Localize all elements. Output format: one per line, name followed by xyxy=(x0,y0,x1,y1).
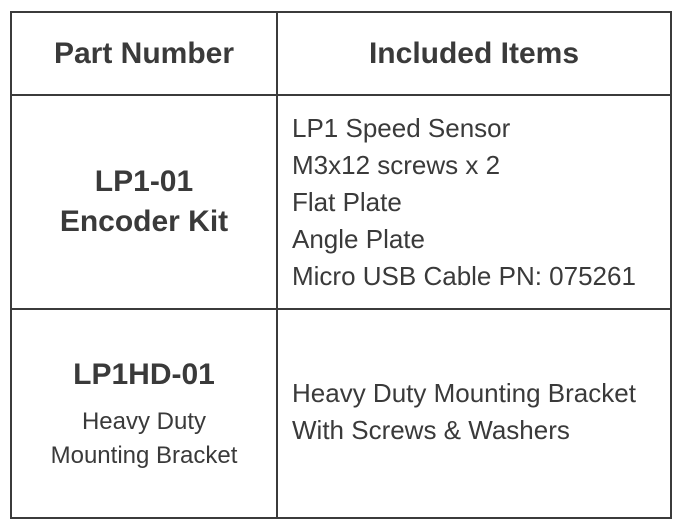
header-part-number: Part Number xyxy=(53,36,235,70)
row-2-items-cell xyxy=(278,310,670,517)
header-cell-part-number xyxy=(12,13,276,94)
row-2-items-list xyxy=(278,375,636,449)
parts-table xyxy=(10,11,672,519)
list-item: With Screws & Washers xyxy=(292,414,570,445)
row-2-part-number: LP1HD-01 xyxy=(73,357,215,391)
list-item: Angle Plate xyxy=(292,224,425,254)
header-cell-included-items xyxy=(278,13,670,94)
row-1-part-cell xyxy=(12,96,276,308)
row-2-part-cell xyxy=(12,310,276,517)
row-1-items-list xyxy=(278,110,670,295)
row-1-part-name: Encoder Kit xyxy=(59,205,229,238)
list-item: Heavy Duty Mounting Bracket xyxy=(292,377,636,408)
list-item: LP1 Speed Sensor xyxy=(292,113,511,143)
header-included-items: Included Items xyxy=(368,36,580,70)
row-1-part-number: LP1-01 xyxy=(94,165,194,198)
list-item: M3x12 screws x 2 xyxy=(292,150,501,180)
row-1-items-cell xyxy=(278,110,670,305)
row-2-description-line-2: Mounting Bracket xyxy=(50,441,238,469)
list-item: Flat Plate xyxy=(292,187,402,217)
list-item: Micro USB Cable PN: 075261 xyxy=(292,261,636,291)
row-2-description-line-1: Heavy Duty xyxy=(81,407,207,435)
